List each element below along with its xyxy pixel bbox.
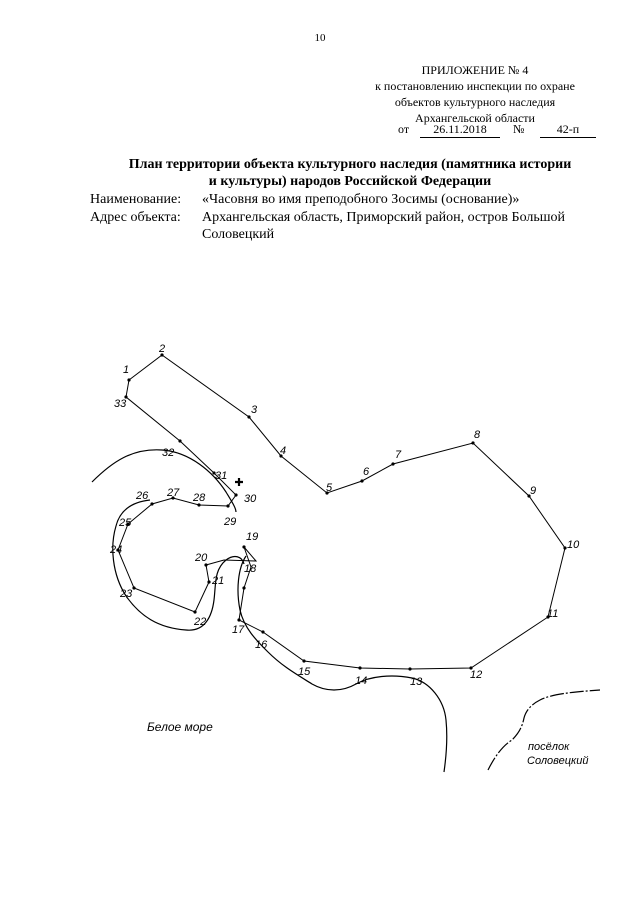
appendix-line-2: объектов культурного наследия (394, 95, 556, 109)
point-label-10: 10 (567, 539, 580, 551)
appendix-header (360, 62, 590, 126)
point-label-11: 11 (547, 608, 559, 620)
appendix-line-1: к постановлению инспекции по охране (375, 79, 575, 93)
document-title-line-1: План территории объекта культурного наследия (памятника истории (128, 157, 572, 172)
from-label: от (398, 122, 410, 136)
point-label-32: 32 (162, 447, 175, 459)
number-label: № (513, 122, 525, 136)
point-label-33: 33 (114, 398, 127, 410)
appendix-line-3: Архангельской области (415, 111, 535, 125)
point-label-8: 8 (474, 429, 481, 441)
point-label-4: 4 (280, 445, 287, 457)
point-label-6: 6 (363, 466, 370, 478)
point-label-21: 21 (212, 575, 225, 587)
territory-boundary (118, 355, 565, 669)
point-label-7: 7 (395, 449, 402, 461)
name-label: Наименование: (90, 192, 182, 207)
settlement-label-line-1: посёлок (528, 741, 570, 753)
point-label-25: 25 (119, 517, 132, 529)
document-title-line-2: и культуры) народов Российской Федерации (208, 174, 492, 189)
point-label-15: 15 (298, 666, 311, 678)
resolution-number: 42-п (540, 122, 596, 138)
point-label-31: 31 (215, 470, 228, 482)
point-label-14: 14 (355, 675, 368, 687)
territory-plan-map (0, 300, 640, 820)
point-label-3: 3 (251, 404, 258, 416)
address-line-1: Архангельская область, Приморский район, остров Большой (202, 210, 566, 225)
name-value: «Часовня во имя преподобного Зосимы (основание)» (202, 192, 520, 207)
coastline-south (238, 556, 447, 772)
point-label-13: 13 (410, 676, 423, 688)
point-label-20: 20 (195, 552, 208, 564)
point-label-16: 16 (255, 639, 268, 651)
object-location-cross-icon (235, 478, 243, 486)
point-label-23: 23 (120, 588, 133, 600)
point-label-22: 22 (194, 616, 207, 628)
point-label-18: 18 (244, 563, 257, 575)
point-label-30: 30 (244, 493, 257, 505)
point-label-26: 26 (136, 490, 149, 502)
point-label-1: 1 (123, 364, 130, 376)
resolution-date: 26.11.2018 (420, 122, 500, 138)
sea-label: Белое море (147, 720, 213, 734)
appendix-title: ПРИЛОЖЕНИЕ № 4 (421, 63, 529, 77)
point-label-9: 9 (530, 485, 537, 497)
point-label-27: 27 (167, 487, 180, 499)
point-label-24: 24 (110, 544, 123, 556)
point-label-17: 17 (232, 624, 245, 636)
page-number: 10 (314, 32, 326, 44)
document-title (100, 156, 600, 190)
point-label-2: 2 (159, 343, 166, 355)
point-label-12: 12 (470, 669, 483, 681)
point-label-5: 5 (326, 482, 333, 494)
address-value (202, 209, 612, 243)
point-label-28: 28 (193, 492, 206, 504)
address-label: Адрес объекта: (90, 210, 181, 225)
settlement-label-line-2: Соловецкий (527, 755, 589, 767)
point-label-29: 29 (224, 516, 237, 528)
vertex-markers (116, 353, 566, 670)
point-label-19: 19 (246, 531, 259, 543)
address-line-2: Соловецкий (202, 227, 275, 242)
